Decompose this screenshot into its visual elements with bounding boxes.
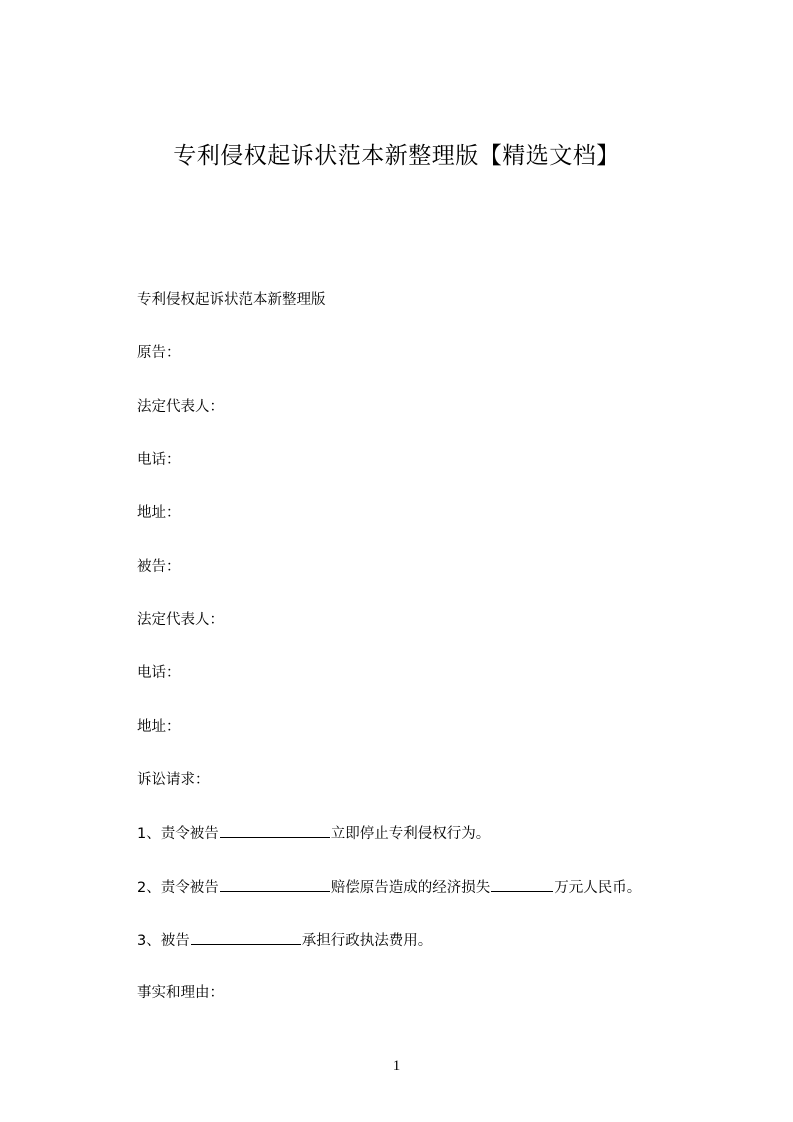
document-title: 专利侵权起诉状范本新整理版【精选文档】 [173, 143, 620, 169]
defendant-phone-label: 电话： [137, 665, 181, 681]
claim-3-prefix: 3、被告 [137, 933, 190, 949]
defendant-label: 被告： [137, 559, 181, 575]
claim-item-1 [137, 823, 490, 844]
claim-3-blank [191, 930, 301, 945]
claim-item-2 [137, 877, 641, 898]
claim-2-amount-blank [491, 877, 553, 892]
plaintiff-label: 原告： [137, 345, 181, 361]
claim-1-prefix: 1、责令被告 [137, 826, 219, 842]
plaintiff-legal-rep-label: 法定代表人： [137, 399, 224, 415]
claim-2-middle: 赔偿原告造成的经济损失 [330, 880, 491, 896]
claim-item-3 [137, 930, 432, 951]
facts-heading: 事实和理由： [137, 985, 224, 1001]
claim-1-suffix: 立即停止专利侵权行为。 [330, 826, 491, 842]
page-number: 1 [392, 1058, 401, 1074]
defendant-address-label: 地址： [137, 719, 181, 735]
claim-2-prefix: 2、责令被告 [137, 880, 219, 896]
document-subtitle: 专利侵权起诉状范本新整理版 [137, 292, 326, 308]
claims-heading: 诉讼请求： [137, 772, 210, 788]
claim-1-blank [220, 823, 330, 838]
claim-2-defendant-blank [220, 877, 330, 892]
plaintiff-phone-label: 电话： [137, 452, 181, 468]
claim-2-suffix: 万元人民币。 [554, 880, 642, 896]
claim-3-suffix: 承担行政执法费用。 [301, 933, 433, 949]
plaintiff-address-label: 地址： [137, 505, 181, 521]
defendant-legal-rep-label: 法定代表人： [137, 612, 224, 628]
